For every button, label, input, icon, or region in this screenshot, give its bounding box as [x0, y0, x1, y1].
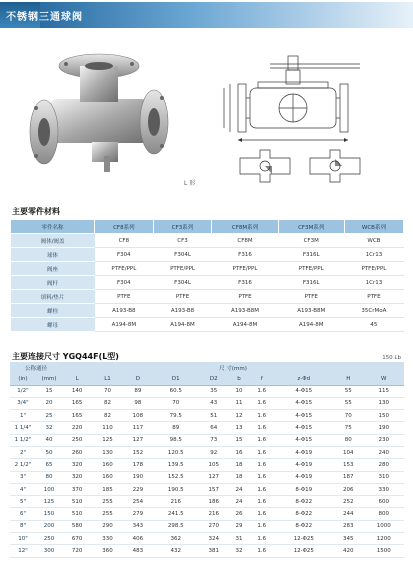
- dimension-cell: 127: [123, 434, 153, 446]
- material-cell: PTFE/PPL: [153, 262, 212, 276]
- dimension-cell: 4-Φ15: [274, 434, 333, 446]
- dimension-col-header: f: [249, 374, 274, 385]
- dimension-cell: 330: [363, 483, 404, 495]
- material-cell: A193-B8: [153, 304, 212, 318]
- dimension-cell: 130: [92, 446, 122, 458]
- valve-photo: [14, 44, 184, 174]
- dimensions-row: [10, 545, 404, 557]
- materials-col-header: CF8M系列: [212, 220, 278, 234]
- material-cell: A193-B8M: [278, 304, 344, 318]
- dimension-cell: 70: [92, 385, 122, 397]
- dimension-cell: 80: [333, 434, 363, 446]
- dimension-cell: 1.6: [249, 508, 274, 520]
- materials-col-header: CF8系列: [95, 220, 154, 234]
- dimension-cell: 64: [199, 422, 229, 434]
- dimension-cell: 29: [229, 520, 249, 532]
- dimension-cell: 230: [363, 434, 404, 446]
- dimension-cell: 115: [363, 385, 404, 397]
- dimension-cell: 160: [92, 471, 122, 483]
- materials-header-row: [11, 220, 404, 234]
- dimension-cell: 260: [62, 446, 92, 458]
- dimension-cell: 1.6: [249, 459, 274, 471]
- dimensions-row: [10, 508, 404, 520]
- dimension-cell: 1.6: [249, 410, 274, 422]
- figure-caption: L 形: [184, 180, 196, 187]
- dimensions-row: [10, 483, 404, 495]
- nominal-size-cell: 1/2": [10, 385, 36, 397]
- dimension-cell: 220: [62, 422, 92, 434]
- dimension-cell: 152.5: [153, 471, 199, 483]
- dimension-cell: 165: [62, 397, 92, 409]
- dimension-cell: 330: [92, 533, 122, 545]
- dimension-cell: 254: [123, 496, 153, 508]
- material-cell: 35CrMoA: [344, 304, 403, 318]
- part-name-cell: 球体: [11, 248, 95, 262]
- dimension-cell: 1.6: [249, 520, 274, 532]
- dimension-cell: 1.6: [249, 385, 274, 397]
- nominal-size-cell: 250: [36, 533, 62, 545]
- dimension-cell: 32: [229, 545, 249, 557]
- dimension-cell: 1.6: [249, 496, 274, 508]
- dimension-cell: 51: [199, 410, 229, 422]
- material-cell: F304: [95, 276, 154, 290]
- dimension-cell: 8-Φ22: [274, 520, 333, 532]
- dimension-cell: 60.5: [153, 385, 199, 397]
- dimension-cell: 345: [333, 533, 363, 545]
- material-cell: F316L: [278, 248, 344, 262]
- material-cell: PTFE/PPL: [344, 262, 403, 276]
- material-cell: PTFE/PPL: [95, 262, 154, 276]
- title-gradient: [40, 2, 413, 28]
- material-cell: 45: [344, 318, 403, 332]
- nominal-size-cell: 50: [36, 446, 62, 458]
- materials-row: [11, 290, 404, 304]
- nominal-size-cell: 32: [36, 422, 62, 434]
- materials-section-title: 主要零件材料: [12, 207, 60, 216]
- dimensions-header-row: [10, 362, 404, 374]
- dimensions-subheader-row: [10, 374, 404, 385]
- nominal-size-cell: 65: [36, 459, 62, 471]
- material-cell: A193-B8: [95, 304, 154, 318]
- dimension-cell: 580: [62, 520, 92, 532]
- dimension-cell: 370: [62, 483, 92, 495]
- dimension-col-header: b: [229, 374, 249, 385]
- nominal-size-cell: 200: [36, 520, 62, 532]
- dimension-cell: 4-Φ15: [274, 397, 333, 409]
- nominal-size-cell: 150: [36, 508, 62, 520]
- dimension-cell: 12-Φ25: [274, 545, 333, 557]
- dimension-cell: 483: [123, 545, 153, 557]
- dimension-cell: 252: [333, 496, 363, 508]
- dimension-cell: 283: [333, 520, 363, 532]
- material-cell: PTFE: [153, 290, 212, 304]
- material-cell: F316: [212, 276, 278, 290]
- part-name-cell: 阀座: [11, 262, 95, 276]
- material-cell: PTFE: [212, 290, 278, 304]
- dimension-cell: 110: [92, 422, 122, 434]
- dimension-cell: 1.6: [249, 397, 274, 409]
- dimension-cell: 4-Φ15: [274, 410, 333, 422]
- dimension-cell: 1.6: [249, 545, 274, 557]
- dimension-cell: 1.6: [249, 446, 274, 458]
- dimension-cell: 12: [229, 410, 249, 422]
- dimension-cell: 241.5: [153, 508, 199, 520]
- dimension-cell: 98: [123, 397, 153, 409]
- dimension-cell: 117: [123, 422, 153, 434]
- dimension-cell: 1.6: [249, 483, 274, 495]
- nominal-size-cell: 15: [36, 385, 62, 397]
- part-name-cell: 阀体/阀盖: [11, 234, 95, 248]
- nominal-unit-mm: (mm): [36, 374, 62, 385]
- dimension-cell: 310: [363, 471, 404, 483]
- dimension-cell: 190.5: [153, 483, 199, 495]
- nominal-size-cell: 5": [10, 496, 36, 508]
- dimension-cell: 279: [123, 508, 153, 520]
- nominal-size-cell: 80: [36, 471, 62, 483]
- dimension-cell: 244: [333, 508, 363, 520]
- dimension-col-header: L: [62, 374, 92, 385]
- nominal-size-cell: 125: [36, 496, 62, 508]
- material-cell: CF8M: [212, 234, 278, 248]
- dimension-cell: 320: [62, 459, 92, 471]
- dimension-cell: 4-Φ19: [274, 471, 333, 483]
- material-cell: F304L: [153, 248, 212, 262]
- materials-row: [11, 318, 404, 332]
- materials-table: [10, 219, 404, 332]
- dimension-cell: 290: [92, 520, 122, 532]
- dimension-cell: 381: [199, 545, 229, 557]
- dimension-cell: 343: [123, 520, 153, 532]
- materials-row: [11, 304, 404, 318]
- dimensions-section-title: 主要连接尺寸 YGQ44F(L型): [12, 352, 119, 361]
- dimension-cell: 55: [333, 397, 363, 409]
- dimension-cell: 73: [199, 434, 229, 446]
- nominal-size-cell: 100: [36, 483, 62, 495]
- material-cell: PTFE/PPL: [278, 262, 344, 276]
- dimension-cell: 229: [123, 483, 153, 495]
- dimension-cell: 270: [199, 520, 229, 532]
- pressure-class-note: 150 Lb: [382, 355, 401, 361]
- dimension-cell: 420: [333, 545, 363, 557]
- nominal-size-cell: 12": [10, 545, 36, 557]
- nominal-size-cell: 1 1/4": [10, 422, 36, 434]
- nominal-size-cell: 3": [10, 471, 36, 483]
- dimension-col-header: z-Φd: [274, 374, 333, 385]
- nominal-size-cell: 25: [36, 410, 62, 422]
- dimension-cell: 105: [199, 459, 229, 471]
- dimension-cell: 43: [199, 397, 229, 409]
- dimension-cell: 70: [153, 397, 199, 409]
- dimension-cell: 150: [363, 410, 404, 422]
- dimension-cell: 18: [229, 459, 249, 471]
- material-cell: PTFE: [95, 290, 154, 304]
- dimension-cell: 178: [123, 459, 153, 471]
- dimension-cell: 82: [92, 397, 122, 409]
- dimension-cell: 153: [333, 459, 363, 471]
- dimension-cell: 1.6: [249, 471, 274, 483]
- dimension-cell: 4-Φ19: [274, 459, 333, 471]
- dimension-cell: 140: [62, 385, 92, 397]
- dimension-cell: 190: [123, 471, 153, 483]
- dimension-cell: 104: [333, 446, 363, 458]
- dimension-cell: 255: [92, 496, 122, 508]
- dimension-col-header: D2: [199, 374, 229, 385]
- materials-col-header: CF3M系列: [278, 220, 344, 234]
- dimension-cell: 8-Φ22: [274, 508, 333, 520]
- dimension-cell: 186: [199, 496, 229, 508]
- material-cell: CF8: [95, 234, 154, 248]
- material-cell: 1Cr13: [344, 248, 403, 262]
- materials-col-header: WCB系列: [344, 220, 403, 234]
- dimension-cell: 510: [62, 508, 92, 520]
- dimension-cell: 360: [92, 545, 122, 557]
- dimension-cell: 280: [363, 459, 404, 471]
- dimensions-row: [10, 471, 404, 483]
- dimension-cell: 152: [123, 446, 153, 458]
- dimension-cell: 24: [229, 496, 249, 508]
- materials-row: [11, 276, 404, 290]
- material-cell: 1Cr13: [344, 276, 403, 290]
- dimension-cell: 1500: [363, 545, 404, 557]
- nominal-size-cell: 2": [10, 446, 36, 458]
- materials-row: [11, 262, 404, 276]
- dimension-cell: 18: [229, 471, 249, 483]
- dimension-cell: 31: [229, 533, 249, 545]
- title-bar: [0, 0, 413, 30]
- dimension-cell: 12-Φ25: [274, 533, 333, 545]
- dimension-cell: 720: [62, 545, 92, 557]
- material-cell: PTFE: [344, 290, 403, 304]
- dimension-col-header: H: [333, 374, 363, 385]
- nominal-size-cell: 2 1/2": [10, 459, 36, 471]
- material-cell: F304L: [153, 276, 212, 290]
- dimension-cell: 125: [92, 434, 122, 446]
- dimension-cell: 8-Φ19: [274, 483, 333, 495]
- dimension-cell: 89: [123, 385, 153, 397]
- dimension-cell: 206: [333, 483, 363, 495]
- dimension-cell: 13: [229, 422, 249, 434]
- dimensions-row: [10, 397, 404, 409]
- dimension-cell: 160: [92, 459, 122, 471]
- dimension-cell: 130: [363, 397, 404, 409]
- part-name-cell: 阀杆: [11, 276, 95, 290]
- dimension-cell: 4-Φ15: [274, 385, 333, 397]
- dimensions-row: [10, 533, 404, 545]
- dimension-cell: 432: [153, 545, 199, 557]
- valve-drawing: [200, 48, 400, 196]
- dimension-col-header: D1: [153, 374, 199, 385]
- page-title: 不锈钢三通球阀: [6, 12, 83, 23]
- dimension-cell: 240: [363, 446, 404, 458]
- material-cell: PTFE: [278, 290, 344, 304]
- dimension-cell: 255: [92, 508, 122, 520]
- dimension-cell: 1.6: [249, 434, 274, 446]
- dimension-cell: 1200: [363, 533, 404, 545]
- material-cell: F316L: [278, 276, 344, 290]
- dimension-col-header: D: [123, 374, 153, 385]
- dimension-cell: 16: [229, 446, 249, 458]
- material-cell: F304: [95, 248, 154, 262]
- material-cell: A194-8M: [95, 318, 154, 332]
- dimension-cell: 320: [62, 471, 92, 483]
- dimension-cell: 1.6: [249, 533, 274, 545]
- dimension-cell: 298.5: [153, 520, 199, 532]
- dimension-cell: 75: [333, 422, 363, 434]
- dimension-cell: 165: [62, 410, 92, 422]
- size-header: 尺 寸(mm): [62, 362, 404, 374]
- materials-row: [11, 248, 404, 262]
- dimension-cell: 8-Φ22: [274, 496, 333, 508]
- dimensions-row: [10, 459, 404, 471]
- material-cell: PTFE/PPL: [212, 262, 278, 276]
- dimension-cell: 216: [153, 496, 199, 508]
- dimension-cell: 406: [123, 533, 153, 545]
- dimension-cell: 35: [199, 385, 229, 397]
- dimension-cell: 98.5: [153, 434, 199, 446]
- dimension-cell: 185: [92, 483, 122, 495]
- nominal-size-cell: 10": [10, 533, 36, 545]
- part-name-cell: 螺栓: [11, 304, 95, 318]
- dimension-cell: 11: [229, 397, 249, 409]
- dimensions-row: [10, 434, 404, 446]
- part-name-cell: 螺母: [11, 318, 95, 332]
- dimension-cell: 4-Φ19: [274, 446, 333, 458]
- dimension-cell: 190: [363, 422, 404, 434]
- nominal-diameter-header: 公称通径: [10, 362, 62, 374]
- dimensions-row: [10, 422, 404, 434]
- dimension-cell: 79.5: [153, 410, 199, 422]
- dimension-col-header: L1: [92, 374, 122, 385]
- dimension-cell: 82: [92, 410, 122, 422]
- material-cell: CF3: [153, 234, 212, 248]
- dimension-cell: 70: [333, 410, 363, 422]
- dimension-cell: 55: [333, 385, 363, 397]
- dimension-cell: 800: [363, 508, 404, 520]
- dimension-cell: 120.5: [153, 446, 199, 458]
- materials-col-header: CF3系列: [153, 220, 212, 234]
- dimensions-table: [10, 362, 404, 558]
- dimensions-row: [10, 385, 404, 397]
- dimension-cell: 15: [229, 434, 249, 446]
- nominal-size-cell: 1": [10, 410, 36, 422]
- material-cell: A194-8M: [153, 318, 212, 332]
- nominal-size-cell: 4": [10, 483, 36, 495]
- nominal-size-cell: 20: [36, 397, 62, 409]
- nominal-size-cell: 6": [10, 508, 36, 520]
- dimension-cell: 216: [199, 508, 229, 520]
- dimension-cell: 10: [229, 385, 249, 397]
- dimension-cell: 24: [229, 483, 249, 495]
- dimensions-row: [10, 446, 404, 458]
- dimension-cell: 1000: [363, 520, 404, 532]
- dimensions-row: [10, 410, 404, 422]
- dimension-col-header: W: [363, 374, 404, 385]
- dimension-cell: 92: [199, 446, 229, 458]
- dimension-cell: 670: [62, 533, 92, 545]
- part-name-cell: 填料/垫片: [11, 290, 95, 304]
- dimension-cell: 4-Φ15: [274, 422, 333, 434]
- dimension-cell: 250: [62, 434, 92, 446]
- materials-row: [11, 234, 404, 248]
- dimension-cell: 510: [62, 496, 92, 508]
- nominal-unit-in: (in): [10, 374, 36, 385]
- dimensions-row: [10, 520, 404, 532]
- dimension-cell: 324: [199, 533, 229, 545]
- dimensions-row: [10, 496, 404, 508]
- nominal-size-cell: 3/4": [10, 397, 36, 409]
- nominal-size-cell: 8": [10, 520, 36, 532]
- dimension-cell: 362: [153, 533, 199, 545]
- dimension-cell: 157: [199, 483, 229, 495]
- dimension-cell: 1.6: [249, 422, 274, 434]
- dimension-cell: 108: [123, 410, 153, 422]
- material-cell: A194-8M: [212, 318, 278, 332]
- dimension-cell: 127: [199, 471, 229, 483]
- material-cell: WCB: [344, 234, 403, 248]
- dimension-cell: 600: [363, 496, 404, 508]
- dimension-cell: 26: [229, 508, 249, 520]
- material-cell: F316: [212, 248, 278, 262]
- dimension-cell: 89: [153, 422, 199, 434]
- material-cell: A194-8M: [278, 318, 344, 332]
- dimension-cell: 139.5: [153, 459, 199, 471]
- nominal-size-cell: 300: [36, 545, 62, 557]
- material-cell: CF3M: [278, 234, 344, 248]
- material-cell: A193-B8M: [212, 304, 278, 318]
- materials-col-header: 零件名称: [11, 220, 95, 234]
- nominal-size-cell: 1 1/2": [10, 434, 36, 446]
- nominal-size-cell: 40: [36, 434, 62, 446]
- dimension-cell: 187: [333, 471, 363, 483]
